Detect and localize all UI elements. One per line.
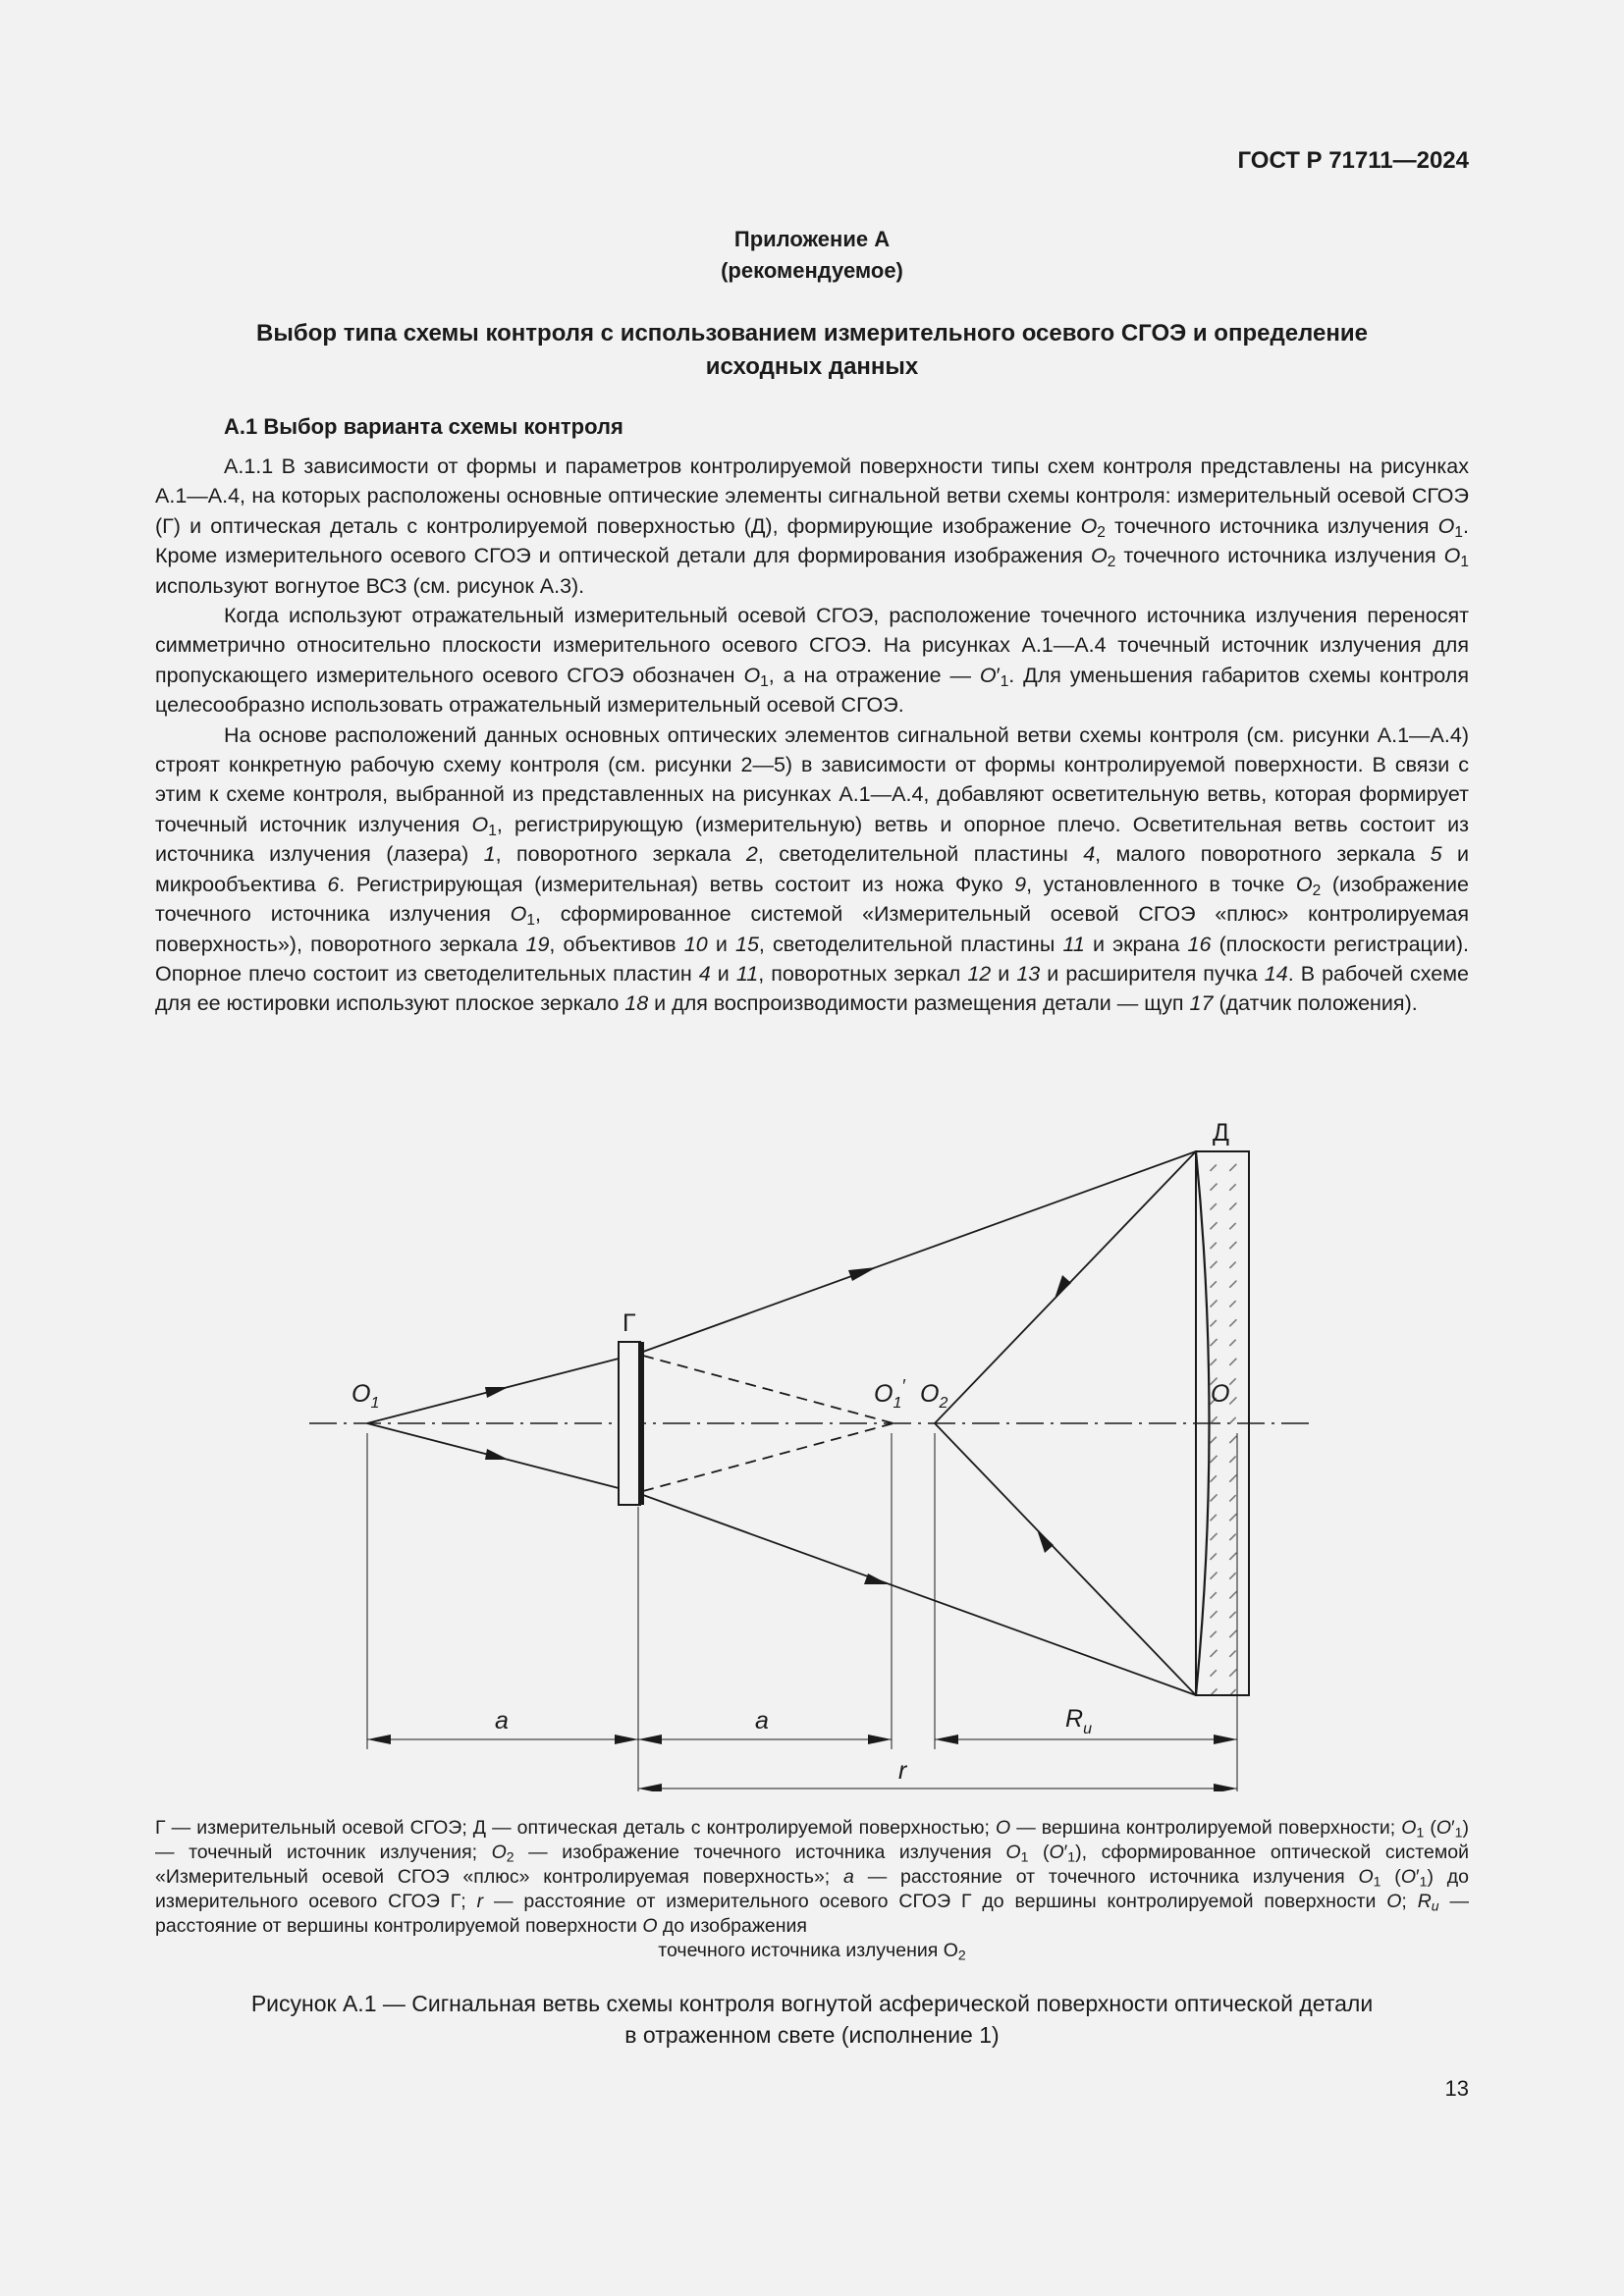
label-o1-prime: $O_1'$ <box>874 1376 905 1412</box>
arrow-reflected-lower <box>1037 1529 1054 1553</box>
label-o2: $O_2$ <box>920 1380 948 1412</box>
arrow-ray-o1-upper <box>485 1387 509 1398</box>
dim-arrow <box>638 1784 662 1791</box>
label-o1: $O_1$ <box>352 1380 380 1412</box>
paragraph-3: На основе расположений данных основных оптических элементов сигнальной ветви схемы контроля (см. рисунки А.1—А.4) строят конкретную рабочую схему контроля (см. рисунки 2—5) в зависимости от формы контролируемой поверхности. В связи с этим к схеме контроля, выбранной из представленных на рисунках А.1—А.4, добавляют осветительную ветвь, которая формирует точечный источник излучения $O_1$, регистрирующую (измерительную) ветвь и опорное плечо. Осветительная ветвь состоит из источника излучения (лазера) 1, поворотного зеркала 2, светоделительной пластины 4, малого поворотного зеркала 5 и микрообъектива 6. Регистрирующая (измерительная) ветвь состоит из ножа Фуко 9, установленного в точке $O_2$ (изображение точечного источника излучения $O_1$, сформированное системой «Измерительный осевой СГОЭ «плюс» контролируемая поверхность»), поворотного зеркала 19, объективов 10 и 15, светоделительной пластины 11 и экрана 16 (плоскости регистрации). Опорное плечо состоит из светоделительных пластин 4 и 11, поворотных зеркал 12 и 13 и расширителя пучка 14. В рабочей схеме для ее юстировки используют плоское зеркало 18 и для воспроизводимости размещения детали — щуп 17 (датчик положения). <box>155 722 1470 1016</box>
virtual-ray-lower <box>643 1423 893 1491</box>
annex-heading <box>0 224 1624 287</box>
legend-text: Г — измерительный осевой СГОЭ; Д — оптическая деталь с контролируемой поверхностью; O — вершина контролируемой поверхности; $O_1$ $(O'_1)$ — точечный источник излучения; $O_2$ — изображение точечного источника излучения $O_1$ $(O'_1)$, сформированное оптической системой «Измерительный осевой СГОЭ «плюс» контролируемая поверхность»; a — расстояние от точечного источника излучения $O_1$ $(O'_1)$ до измерительного осевого СГОЭ Г; r — расстояние от измерительного осевого СГОЭ Г до вершины контролируемой поверхности O; $R_u$ — расстояние от вершины контролируемой поверхности O до изображения <box>155 1817 1469 1937</box>
paragraph-1: А.1.1 В зависимости от формы и параметров контролируемой поверхности типы схем контроля представлены на рисунках А.1—А.4, на которых расположены основные оптические элементы сигнальной ветви схемы контроля: измерительный осевой СГОЭ (Г) и оптическая деталь с контролируемой поверхностью (Д), формирующие изображение $O_2$ точечного источника излучения $O_1$. Кроме измерительного осевого СГОЭ и оптической детали для формирования изображения $O_2$ точечного источника излучения $O_1$ используют вогнутое ВСЗ (см. рисунок А.3). <box>155 454 1469 598</box>
reflected-ray-lower <box>935 1423 1196 1695</box>
figure-caption-line-2: в отраженном свете (исполнение 1) <box>624 2022 1000 2048</box>
legend-last-line: точечного источника излучения $O_2$ <box>658 1940 966 1963</box>
dim-arrow <box>935 1735 958 1744</box>
label-vertex-o: O <box>1211 1380 1230 1408</box>
virtual-ray-upper <box>643 1356 893 1423</box>
optical-scheme-diagram <box>295 1104 1335 1791</box>
section-heading: А.1 Выбор варианта схемы контроля <box>224 414 623 439</box>
document-title-line-1: Выбор типа схемы контроля с использованием измерительного осевого СГОЭ и определение <box>256 320 1368 347</box>
figure-legend <box>155 1816 1469 1963</box>
label-dim-ru: $R_u$ <box>1065 1705 1092 1737</box>
arrow-reflected-upper <box>1055 1275 1071 1299</box>
body-text <box>155 452 1469 1019</box>
optical-scheme-figure <box>295 1104 1335 1791</box>
label-part-d: Д <box>1213 1119 1229 1147</box>
label-dim-a-left: a <box>495 1707 509 1735</box>
standard-code: ГОСТ Р 71711—2024 <box>1237 147 1469 174</box>
cgoe-element <box>619 1342 640 1505</box>
label-dim-a-right: a <box>755 1707 769 1735</box>
dim-arrow <box>868 1735 892 1744</box>
annex-status: (рекомендуемое) <box>721 258 903 283</box>
dim-arrow <box>638 1735 662 1744</box>
arrow-part-upper <box>848 1267 877 1281</box>
figure-caption-line-1: Рисунок А.1 — Сигнальная ветвь схемы контроля вогнутой асферической поверхности оптической детали <box>250 1991 1374 2016</box>
figure-caption <box>0 1988 1624 2051</box>
arrow-ray-o1-lower <box>485 1449 509 1460</box>
arrow-part-lower <box>864 1574 889 1584</box>
ray-to-part-lower <box>643 1495 1196 1695</box>
document-title-line-2: исходных данных <box>705 353 919 380</box>
label-cgoe-g: Г <box>623 1309 636 1337</box>
dim-arrow <box>1214 1735 1237 1744</box>
paragraph-2: Когда используют отражательный измерительный осевой СГОЭ, расположение точечного источника излучения переносят симметрично относительно плоскости измерительного осевого СГОЭ. На рисунках А.1—А.4 точечный источник излучения для пропускающего измерительного осевого СГОЭ обозначен $O_1$, а на отражение — $O'_1$. Для уменьшения габаритов схемы контроля целесообразно использовать отражательный измерительный осевой СГОЭ. <box>155 604 1469 718</box>
dim-arrow <box>367 1735 391 1744</box>
dim-arrow <box>615 1735 638 1744</box>
dim-arrow <box>1214 1784 1237 1791</box>
label-dim-r: r <box>898 1757 907 1785</box>
page-number: 13 <box>1444 2076 1469 2101</box>
ray-to-part-upper <box>643 1151 1196 1352</box>
document-title <box>157 317 1467 384</box>
annex-title: Приложение А <box>733 227 891 251</box>
